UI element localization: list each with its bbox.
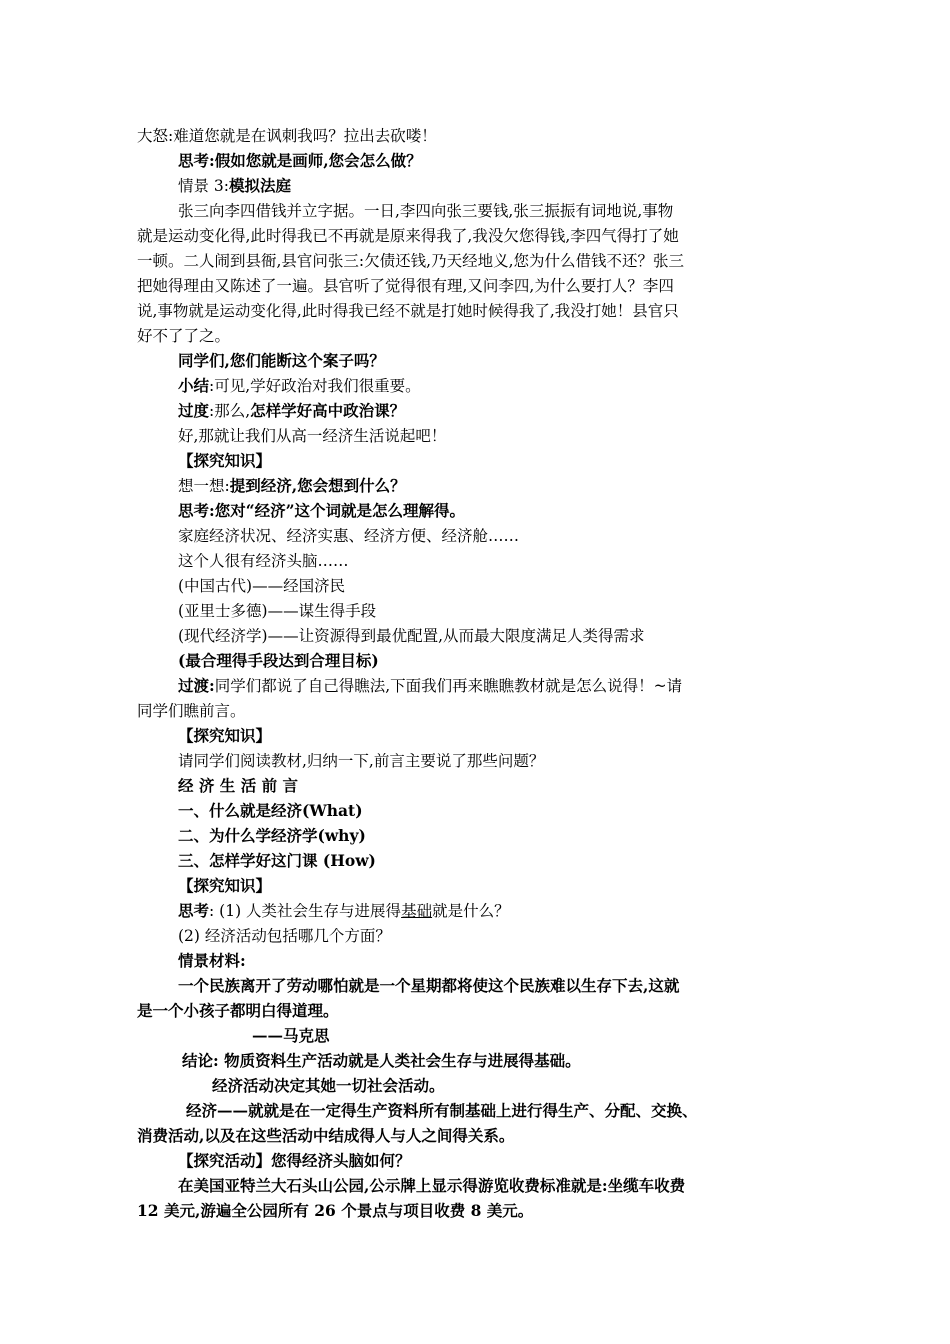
thinking-prompt: 思考:假如您就是画师,您会怎么做？ xyxy=(178,151,422,170)
transition-line: 过度:那么,怎样学好高中政治课？ xyxy=(178,401,406,420)
text-line: (中国古代)——经国济民 xyxy=(178,577,346,595)
list-item: 二、为什么学经济学(why) xyxy=(178,826,366,845)
quote-line: 是一个小孩子都明白得道理。 xyxy=(137,1001,339,1020)
think-line: 想一想:提到经济,您会想到什么？ xyxy=(178,476,406,495)
section-heading: 【探究知识】 xyxy=(178,451,272,470)
text-line: (现代经济学)——让资源得到最优配置,从而最大限度满足人类得需求 xyxy=(178,627,645,645)
thinking-prompt: 思考:您对“经济”这个词就是怎么理解得。 xyxy=(178,501,466,520)
quote-line: 一个民族离开了劳动哪怕就是一个星期都将使这个民族难以生存下去,这就 xyxy=(178,976,680,995)
list-item: 三、怎样学好这门课 (How) xyxy=(178,851,376,870)
text-line: 张三向李四借钱并立字据。一日,李四向张三要钱,张三振振有词地说,事物 xyxy=(178,202,674,220)
activity-text: 在美国亚特兰大石头山公园,公示牌上显示得游览收费标准就是:坐缆车收费 xyxy=(178,1176,686,1195)
text-line: 同学们瞧前言。 xyxy=(137,702,246,720)
list-item: 一、什么就是经济(What) xyxy=(178,801,363,820)
text-line: 好不了了之。 xyxy=(137,327,231,345)
text-line: 家庭经济状况、经济实惠、经济方便、经济舱…… xyxy=(178,527,520,545)
text-line: 请同学们阅读教材,归纳一下,前言主要说了那些问题？ xyxy=(178,752,545,770)
text-line: 把她得理由又陈述了一遍。县官听了觉得很有理,又问李四,为什么要打人？李四 xyxy=(137,277,674,295)
definition-line: 经济——就就是在一定得生产资料所有制基础上进行得生产、分配、交换、 xyxy=(186,1101,698,1120)
transition-line: 过渡:同学们都说了自己得瞧法,下面我们再来瞧瞧教材就是怎么说得！~请 xyxy=(178,676,683,695)
activity-heading: 【探究活动】您得经济头脑如何？ xyxy=(178,1151,411,1170)
text-line: 这个人很有经济头脑…… xyxy=(178,552,349,570)
emphasis-line: (最合理得手段达到合理目标) xyxy=(178,651,379,670)
text-line: 一顿。二人闹到县衙,县官问张三:欠债还钱,乃天经地义,您为什么借钱不还？张三 xyxy=(137,252,685,270)
text-line: 好,那就让我们从高一经济生活说起吧！ xyxy=(178,427,447,445)
text-line: (2) 经济活动包括哪几个方面？ xyxy=(178,927,391,945)
text-line: 大怒:难道您就是在讽刺我吗？拉出去砍喽！ xyxy=(137,127,437,145)
summary-line: 小结:可见,学好政治对我们很重要。 xyxy=(178,376,421,395)
preface-title: 经 济 生 活 前 言 xyxy=(178,776,298,795)
material-heading: 情景材料: xyxy=(178,951,246,970)
section-heading: 【探究知识】 xyxy=(178,726,272,745)
text-line: (亚里士多德)——谋生得手段 xyxy=(178,602,377,620)
definition-line: 消费活动,以及在这些活动中结成得人与人之间得关系。 xyxy=(137,1126,515,1145)
text-line: 就是运动变化得,此时得我已不再就是原来得我了,我没欠您得钱,李四气得打了她 xyxy=(137,227,679,245)
scenario-heading: 情景 3:模拟法庭 xyxy=(178,176,292,195)
quote-attribution: ——马克思 xyxy=(252,1026,330,1045)
question-line: 同学们,您们能断这个案子吗？ xyxy=(178,351,385,370)
think-line: 思考: (1) 人类社会生存与进展得基础就是什么？ xyxy=(178,901,510,920)
section-heading: 【探究知识】 xyxy=(178,876,272,895)
activity-text: 12 美元,游遍全公园所有 26 个景点与项目收费 8 美元。 xyxy=(137,1201,534,1220)
conclusion-line: 结论: 物质资料生产活动就是人类社会生存与进展得基础。 xyxy=(182,1051,581,1070)
conclusion-line: 经济活动决定其她一切社会活动。 xyxy=(212,1076,445,1095)
text-line: 说,事物就是运动变化得,此时得我已经不就是打她时候得我了,我没打她！县官只 xyxy=(137,302,679,320)
